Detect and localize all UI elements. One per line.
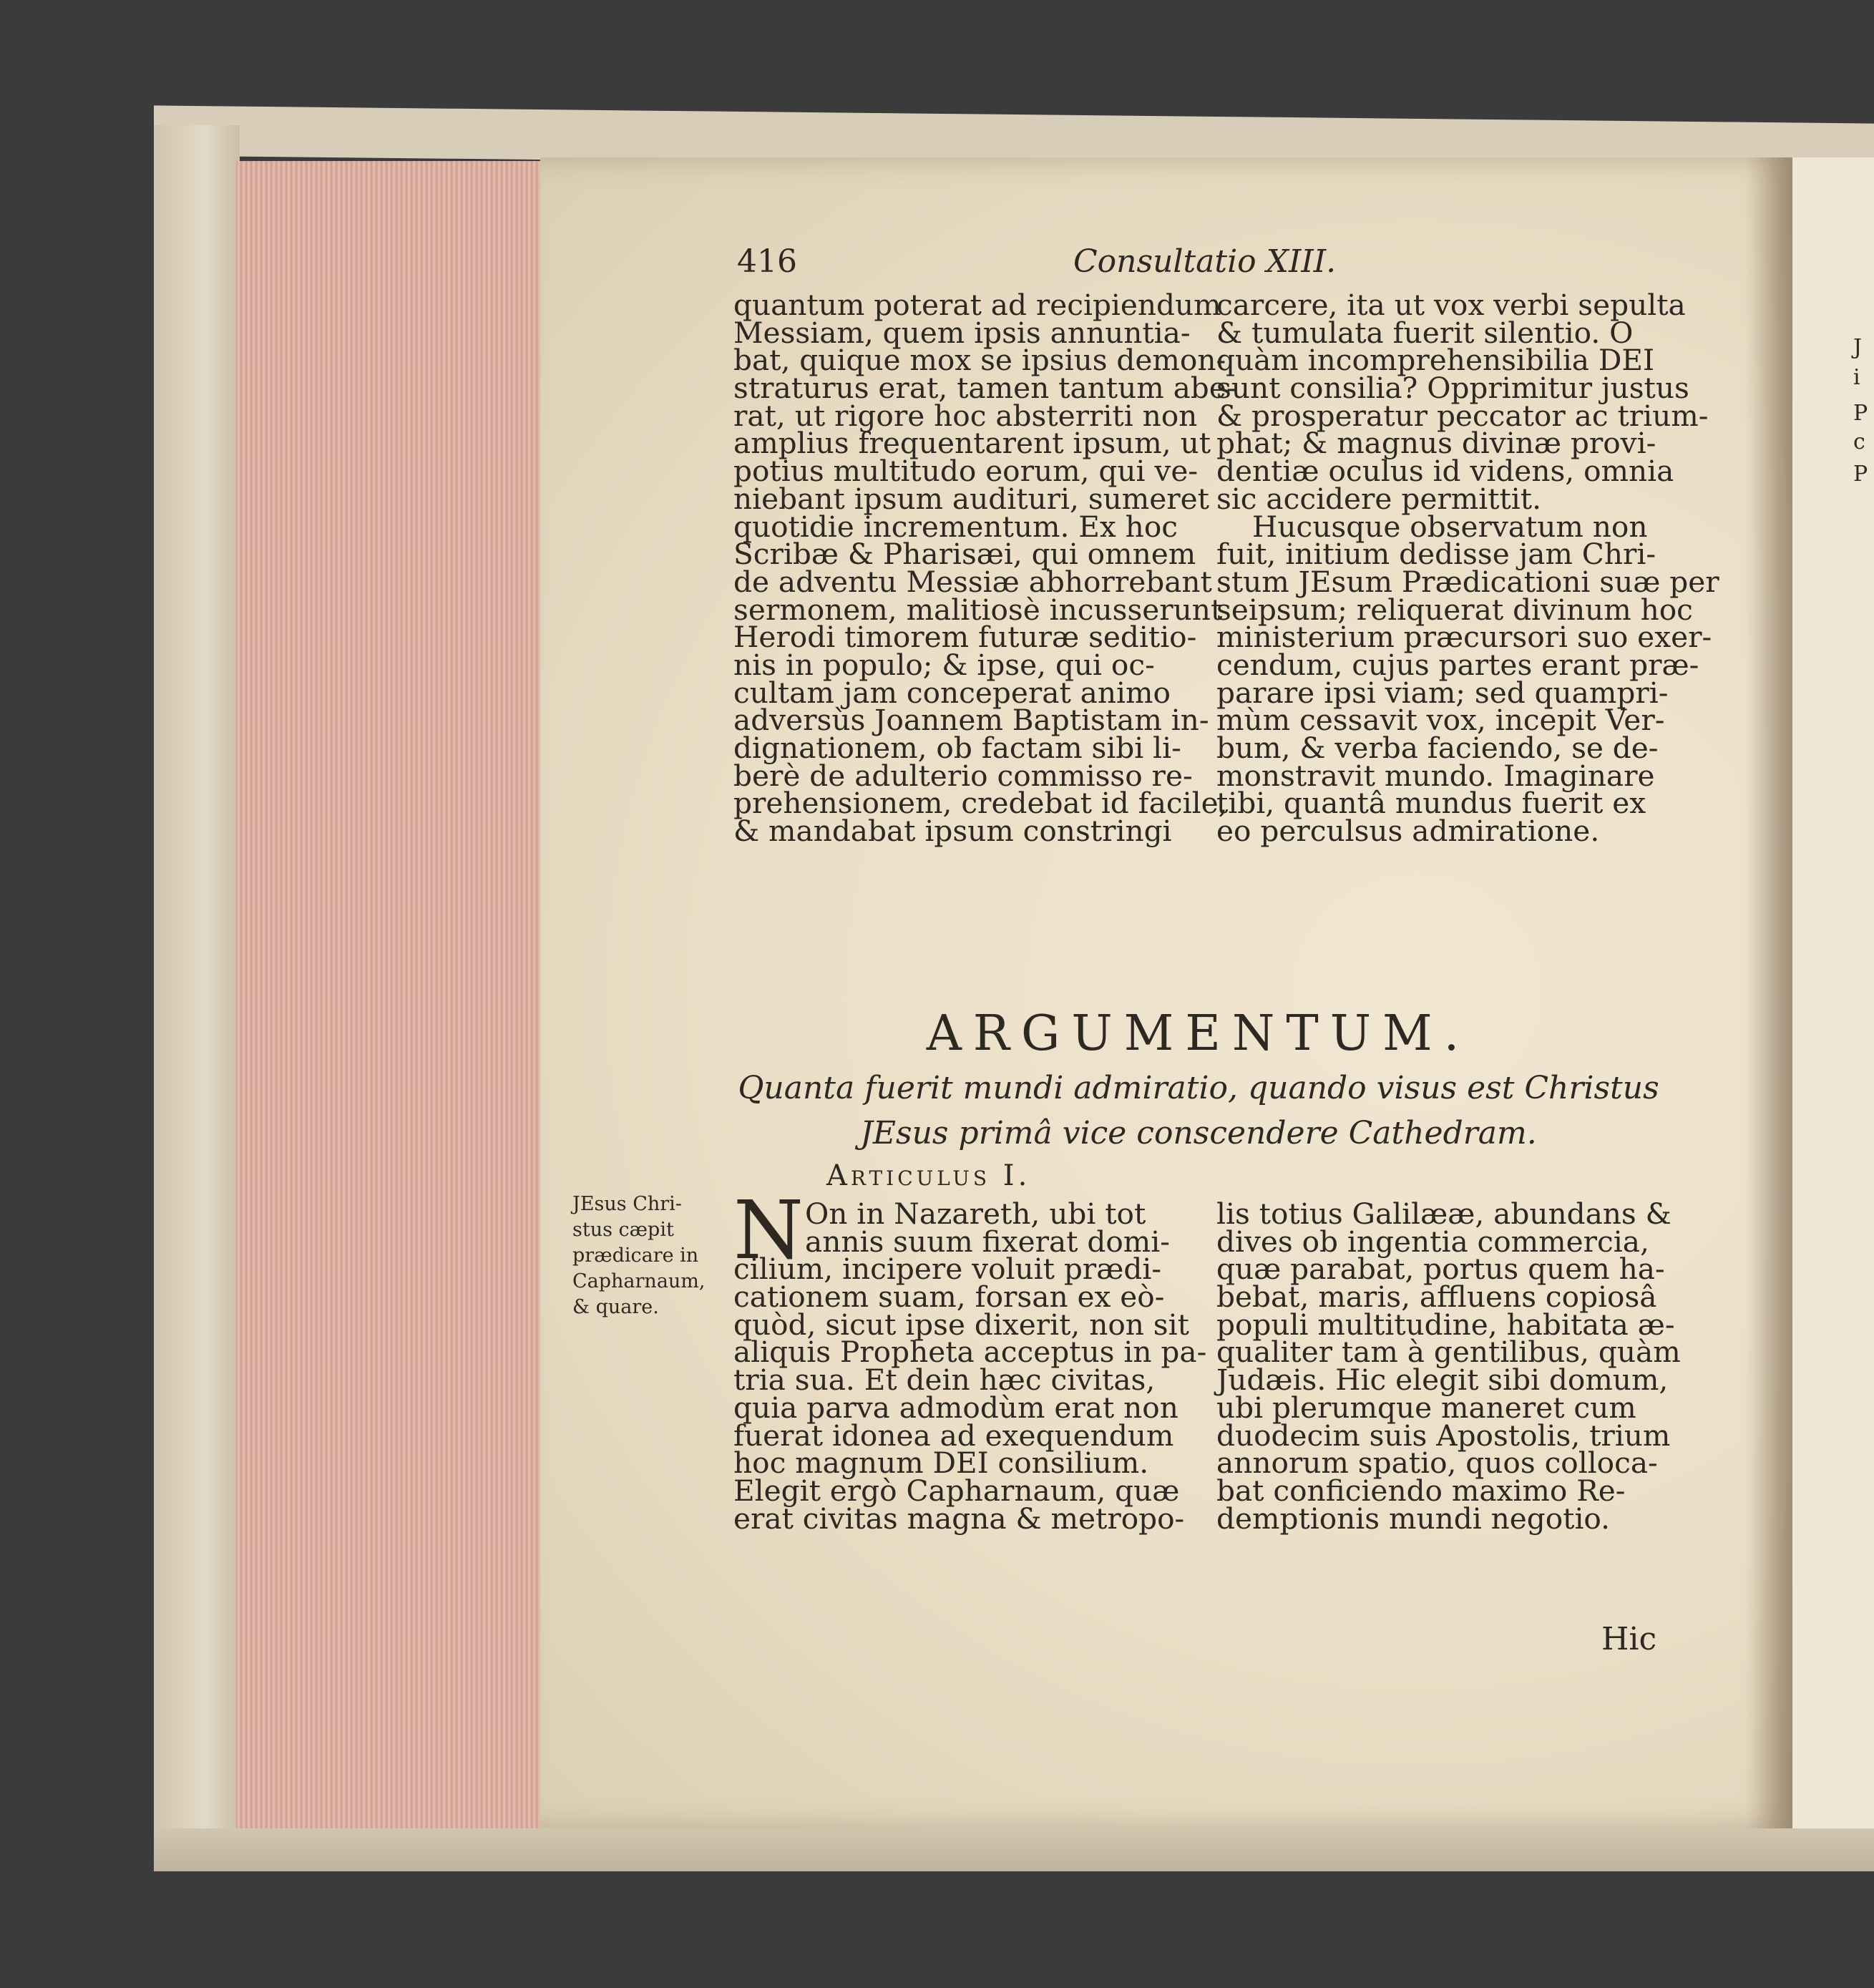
- book-cover-spine: [154, 125, 240, 1864]
- margin-note-line: prædicare in: [572, 1244, 699, 1267]
- text-line: cendum, cujus partes erant præ-: [1216, 647, 1699, 682]
- text-line: populi multitudine, habitata æ-: [1216, 1307, 1675, 1342]
- text-line: & mandabat ipsum constringi: [733, 814, 1172, 849]
- text-line: Scribæ & Pharisæi, qui omnem: [733, 537, 1196, 572]
- text-line: straturus erat, tamen tantum abe-: [733, 371, 1236, 406]
- text-line: sermonem, malitiosè incusserunt: [733, 592, 1223, 627]
- text-line: berè de adulterio commisso re-: [733, 758, 1193, 793]
- text-line: niebant ipsum audituri, sumeret: [733, 481, 1209, 516]
- text-line: dives ob ingentia commercia,: [1216, 1224, 1649, 1259]
- text-line: Messiam, quem ipsis annuntia-: [733, 315, 1191, 350]
- margin-note-line: stus cæpit: [572, 1219, 674, 1241]
- text-line: Herodi timorem futuræ seditio-: [733, 620, 1197, 655]
- text-line: fuerat idonea ad exequendum: [733, 1418, 1174, 1453]
- text-line: prehensionem, credebat id facile,: [733, 786, 1228, 821]
- text-line: hoc magnum DEI consilium.: [733, 1446, 1149, 1481]
- text-line: fuit, initium dedisse jam Chri-: [1216, 537, 1656, 572]
- running-head: [737, 243, 1653, 286]
- text-line: phat; & magnus divinæ provi-: [1216, 426, 1656, 461]
- text-line: bum, & verba faciendo, se de-: [1216, 731, 1659, 765]
- text-line: annorum spatio, quos colloca-: [1216, 1446, 1658, 1481]
- page-edges: [236, 161, 544, 1850]
- text-line: eo perculsus admiratione.: [1216, 814, 1600, 849]
- text-line: carcere, ita ut vox verbi sepulta: [1216, 288, 1686, 322]
- upper-right-column: [1216, 288, 1719, 849]
- margin-note-line: JEsus Chri-: [572, 1193, 682, 1215]
- text-line: potius multitudo eorum, qui ve-: [733, 454, 1199, 489]
- text-line: tibi, quantâ mundus fuerit ex: [1216, 786, 1646, 821]
- text-line: tria sua. Et dein hæc civitas,: [733, 1363, 1156, 1398]
- text-line: cationem suam, forsan ex eò-: [733, 1280, 1165, 1315]
- section-heading: ARGUMENTUM.: [926, 1005, 1471, 1062]
- text-line: aliquis Propheta acceptus in pa-: [733, 1335, 1207, 1370]
- text-line: cultam jam conceperat animo: [733, 675, 1171, 710]
- text-line: erat civitas magna & metropo-: [733, 1501, 1185, 1536]
- section-subtitle-line-2: JEsus primâ vice conscendere Cathedram.: [860, 1115, 1537, 1151]
- text-line: bebat, maris, affluens copiosâ: [1216, 1280, 1657, 1315]
- margin-note: [572, 1192, 716, 1320]
- text-line: lis totius Galilææ, abundans &: [1216, 1197, 1672, 1231]
- running-head-title: Consultatio XIII.: [1073, 243, 1337, 280]
- text-line: quantum poterat ad recipiendum: [733, 288, 1221, 322]
- lower-left-column: [733, 1197, 1207, 1536]
- text-line: mùm cessavit vox, incepit Ver-: [1216, 703, 1665, 738]
- section-subtitle-line-1: Quanta fuerit mundi admiratio, quando visus est Christus: [738, 1070, 1659, 1106]
- text-line: bat conficiendo maximo Re-: [1216, 1473, 1626, 1508]
- page-number: 416: [737, 243, 797, 280]
- text-line: Judæis. Hic elegit sibi domum,: [1216, 1363, 1669, 1398]
- text-line: Elegit ergò Capharnaum, quæ: [733, 1473, 1180, 1508]
- text-line: quàm incomprehensibilia DEI: [1216, 343, 1655, 378]
- text-line: rat, ut rigore hoc absterriti non: [733, 398, 1198, 433]
- facing-page-fragment: P: [1853, 401, 1868, 426]
- upper-left-column: [733, 288, 1236, 849]
- facing-page-fragment: P: [1853, 462, 1868, 487]
- text-line: quæ parabat, portus quem ha-: [1216, 1252, 1665, 1287]
- facing-page-fragment: J: [1853, 335, 1863, 360]
- text-line: On in Nazareth, ubi tot: [805, 1197, 1146, 1231]
- text-line: nis in populo; & ipse, qui oc-: [733, 647, 1155, 682]
- margin-note-line: Capharnaum,: [572, 1270, 706, 1292]
- text-line: Hucusque observatum non: [1252, 509, 1648, 544]
- facing-page-fragment: c: [1853, 429, 1865, 454]
- text-line: bat, quique mox se ipsius demon-: [733, 343, 1226, 378]
- text-line: quòd, sicut ipse dixerit, non sit: [733, 1307, 1189, 1342]
- article-heading: Articulus I.: [826, 1159, 1031, 1192]
- text-line: sic accidere permittit.: [1216, 481, 1541, 516]
- text-line: quia parva admodùm erat non: [733, 1390, 1178, 1425]
- text-line: & prosperatur peccator ac trium-: [1216, 398, 1709, 433]
- text-line: ministerium præcursori suo exer-: [1216, 620, 1712, 655]
- facing-page-fragment: i: [1853, 365, 1860, 390]
- text-line: & tumulata fuerit silentio. O: [1216, 315, 1634, 350]
- text-line: parare ipsi viam; sed quampri-: [1216, 675, 1669, 710]
- text-line: quotidie incrementum. Ex hoc: [733, 509, 1178, 544]
- text-line: sunt consilia? Opprimitur justus: [1216, 371, 1689, 406]
- gutter-shadow: [1746, 157, 1792, 1828]
- text-line: dentiæ oculus id videns, omnia: [1216, 454, 1674, 489]
- text-line: ubi plerumque maneret cum: [1216, 1390, 1636, 1425]
- text-line: annis suum fixerat domi-: [805, 1224, 1170, 1259]
- drop-capital: N: [733, 1184, 804, 1277]
- text-line: stum JEsum Prædicationi suæ per: [1216, 564, 1719, 599]
- book-cover-bottom: [154, 1828, 1874, 1871]
- lower-right-column: [1216, 1197, 1681, 1536]
- text-line: duodecim suis Apostolis, trium: [1216, 1418, 1671, 1453]
- text-line: de adventu Messiæ abhorrebant: [733, 564, 1212, 599]
- text-line: qualiter tam à gentilibus, quàm: [1216, 1335, 1681, 1370]
- margin-note-line: & quare.: [572, 1296, 659, 1318]
- text-line: amplius frequentarent ipsum, ut: [733, 426, 1211, 461]
- text-line: cilium, incipere voluit prædi-: [733, 1252, 1162, 1287]
- text-line: monstravit mundo. Imaginare: [1216, 758, 1655, 793]
- text-line: seipsum; reliquerat divinum hoc: [1216, 592, 1693, 627]
- text-line: adversùs Joannem Baptistam in-: [733, 703, 1209, 738]
- catchword: Hic: [1601, 1621, 1657, 1657]
- text-line: demptionis mundi negotio.: [1216, 1501, 1611, 1536]
- text-line: dignationem, ob factam sibi li-: [733, 731, 1181, 765]
